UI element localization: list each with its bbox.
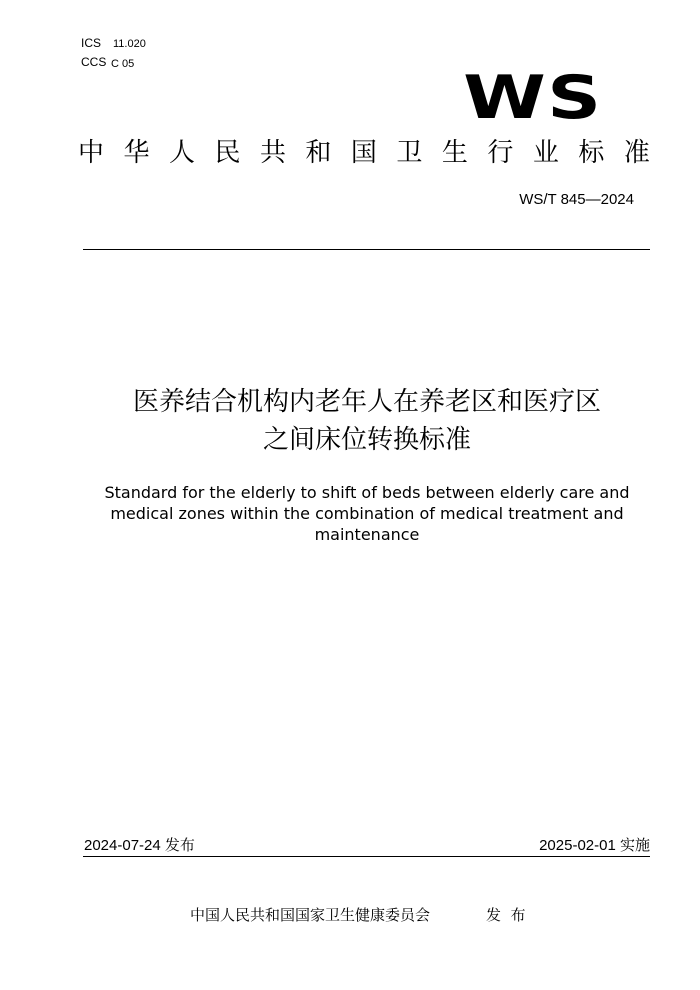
industry-title-char: 共 — [259, 138, 286, 168]
publisher-action: 发 布 — [486, 906, 526, 924]
industry-title-char: 生 — [441, 138, 468, 168]
industry-title-char: 准 — [623, 138, 650, 168]
industry-title-char: 国 — [350, 138, 377, 168]
ccs-label: CCS — [81, 55, 107, 69]
ics-label: ICS — [81, 36, 102, 50]
footer-divider — [83, 856, 650, 857]
implementation-date: 2025-02-01 实施 — [539, 837, 650, 854]
issue-date: 2024-07-24 发布 — [84, 837, 195, 854]
ccs-value: C 05 — [111, 58, 135, 70]
title-en-line-1: Standard for the elderly to shift of beds between elderly care and — [104, 483, 630, 502]
ics-value: 11.020 — [113, 38, 146, 50]
industry-title-char: 人 — [168, 138, 195, 168]
industry-title-char: 标 — [578, 138, 605, 168]
title-en-line-2: medical zones within the combination of medical treatment and — [110, 504, 624, 523]
industry-title-char: 卫 — [396, 138, 423, 168]
industry-title-char: 华 — [123, 138, 150, 168]
title-en-line-3: maintenance — [314, 525, 420, 544]
industry-title-char: 民 — [214, 138, 241, 168]
standard-number: WS/T 845—2024 — [519, 191, 634, 208]
industry-standard-title — [78, 136, 650, 170]
industry-title-char: 行 — [487, 138, 514, 168]
industry-title-char: 业 — [532, 138, 559, 168]
publisher-name: 中国人民共和国国家卫生健康委员会 — [190, 906, 431, 924]
ws-logo: WS — [462, 63, 602, 133]
title-cn-line-1: 医养结合机构内老年人在养老区和医疗区 — [132, 387, 601, 417]
header-divider — [83, 249, 650, 250]
industry-title-char: 中 — [78, 138, 105, 168]
industry-title-char: 和 — [305, 138, 332, 168]
title-cn-line-2: 之间床位转换标准 — [262, 425, 471, 455]
